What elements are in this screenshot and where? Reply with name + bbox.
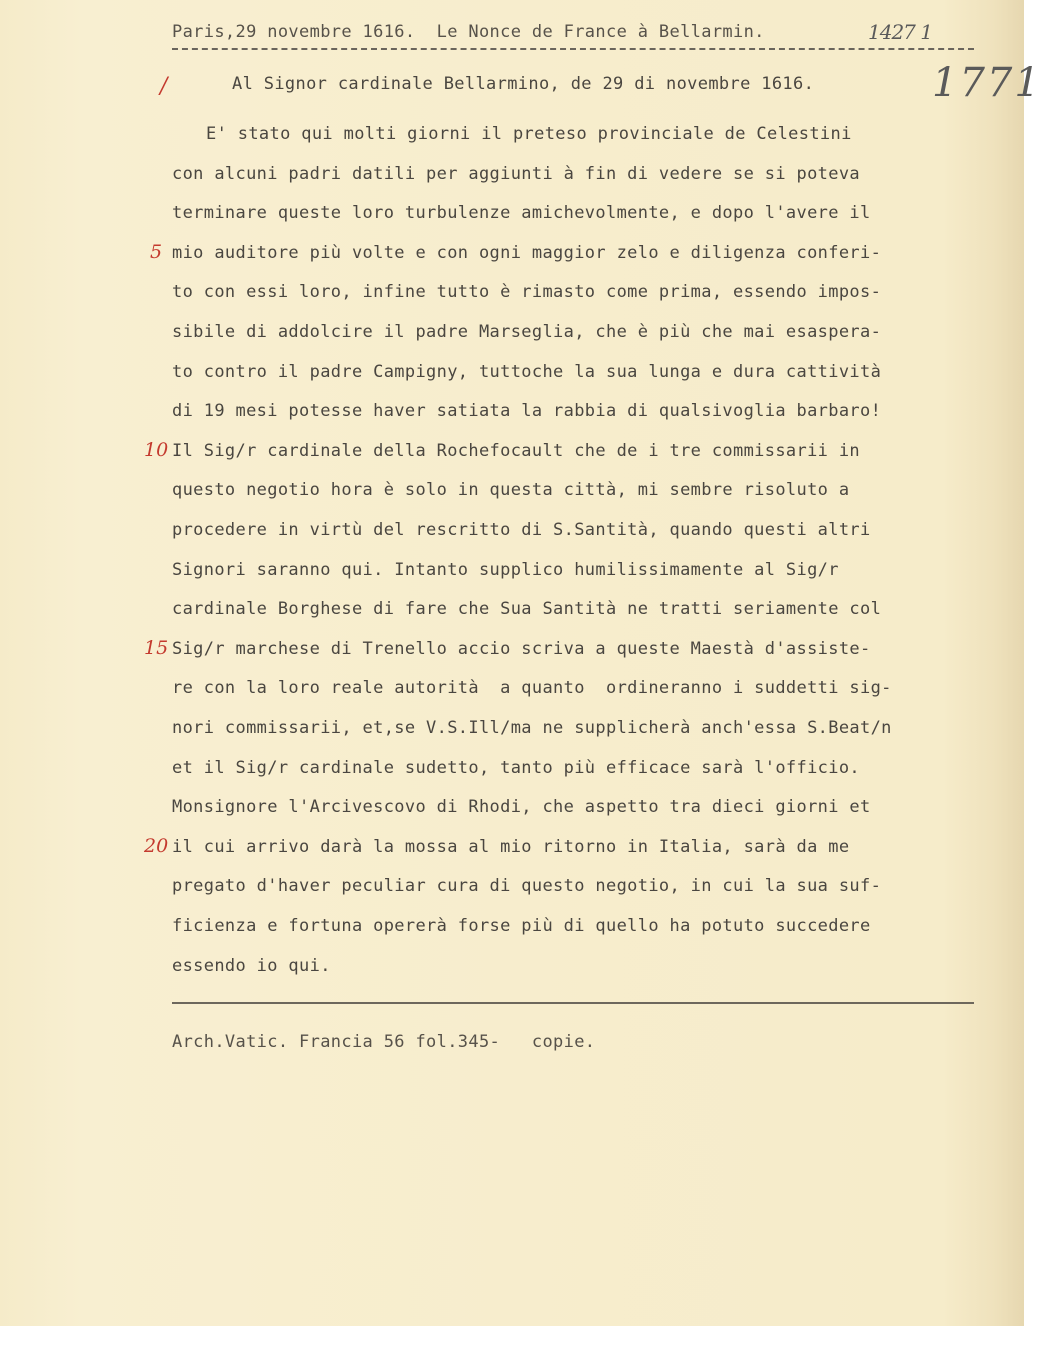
body-line: sibile di addolcire il padre Marseglia, che è più che mai esaspera- <box>172 322 882 342</box>
dashed-rule <box>172 48 974 50</box>
handwritten-header-number: 1427 1 <box>868 20 932 44</box>
handwritten-page-number: 1771 <box>932 60 1042 106</box>
body-line: cardinale Borghese di fare che Sua Santità ne tratti seriamente col <box>172 599 882 620</box>
margin-line-number: 5 <box>150 240 163 263</box>
footer-rule <box>172 1002 974 1004</box>
body-line: pregato d'haver peculiar cura di questo negotio, in cui la sua suf- <box>172 876 882 897</box>
body-line: Sig/r marchese di Trenello accio scriva a queste Maestà d'assiste- <box>172 638 871 659</box>
body-line: mio auditore più volte e con ogni maggior zelo e diligenza conferi- <box>172 242 882 263</box>
margin-line-number: 15 <box>144 636 169 659</box>
margin-line-number: 10 <box>144 438 169 461</box>
body-line: con alcuni padri datili per aggiunti à fin di vedere se si poteva <box>172 163 861 184</box>
margin-line-number: 20 <box>144 834 169 857</box>
body-line: to contro il padre Campigny, tuttoche la sua lunga e dura cattività <box>172 361 882 382</box>
body-line: Signori saranno qui. Intanto supplico humilissimamente al Sig/r <box>172 559 839 580</box>
body-line: Monsignore l'Arcivescovo di Rhodi, che aspetto tra dieci giorni et <box>172 797 871 818</box>
body-line: procedere in virtù del rescritto di S.Santità, quando questi altri <box>172 520 871 540</box>
body-line: questo negotio hora è solo in questa città, mi sembre risoluto a <box>172 480 850 501</box>
body-line: nori commissarii, et,se V.S.Ill/ma ne supplicherà anch'essa S.Beat/n <box>172 718 892 738</box>
body-line: Il Sig/r cardinale della Rochefocault che de i tre commissarii in <box>172 440 861 461</box>
salutation: Al Signor cardinale Bellarmino, de 29 di novembre 1616. <box>232 74 815 94</box>
body-line: et il Sig/r cardinale sudetto, tanto più efficace sarà l'officio. <box>172 757 861 778</box>
salutation-margin-mark: / <box>160 74 168 99</box>
body-line: re con la loro reale autorità a quanto ordineranno i suddetti sig- <box>172 678 892 699</box>
document-header: Paris,29 novembre 1616. Le Nonce de France à Bellarmin. <box>172 22 765 42</box>
body-line: essendo io qui. <box>172 955 331 976</box>
body-line: il cui arrivo darà la mossa al mio ritorno in Italia, sarà da me <box>172 836 850 857</box>
archival-citation: Arch.Vatic. Francia 56 fol.345- copie. <box>172 1032 596 1052</box>
body-line: E' stato qui molti giorni il preteso provinciale de Celestini <box>206 124 852 144</box>
body-line: ficienza e fortuna opererà forse più di quello ha potuto succedere <box>172 916 871 936</box>
body-line: terminare queste loro turbulenze amichevolmente, e dopo l'avere il <box>172 203 871 224</box>
body-line: di 19 mesi potesse haver satiata la rabbia di qualsivoglia barbaro! <box>172 401 882 422</box>
body-line: to con essi loro, infine tutto è rimasto come prima, essendo impos- <box>172 282 882 303</box>
